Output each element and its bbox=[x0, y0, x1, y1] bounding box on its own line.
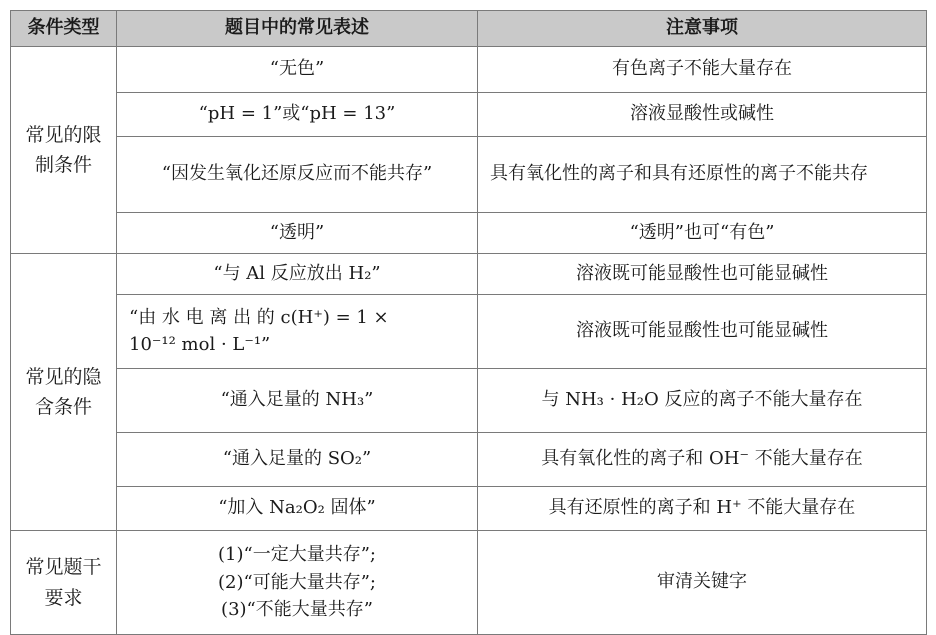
category-label-line: 制条件 bbox=[34, 154, 92, 176]
expression-line: (1)“一定大量共存”; bbox=[218, 543, 376, 565]
table-row bbox=[11, 254, 927, 295]
expression-cell: “因发生氧化还原反应而不能共存” bbox=[117, 137, 478, 213]
expression-cell: “透明” bbox=[117, 213, 478, 254]
expression-cell bbox=[117, 531, 478, 635]
table-row bbox=[11, 295, 927, 369]
category-label-line: 常见的隐 bbox=[25, 365, 102, 388]
expression-cell bbox=[117, 295, 478, 369]
expression-cell: “与 Al 反应放出 H₂” bbox=[117, 254, 478, 295]
table-row bbox=[11, 47, 927, 93]
category-label-line: 常见的限 bbox=[25, 123, 102, 146]
expression-line: “由 水 电 离 出 的 c(H⁺) = 1 × bbox=[129, 307, 389, 329]
category-restrictive-conditions bbox=[11, 47, 117, 254]
note-cell: “透明”也可“有色” bbox=[478, 213, 927, 254]
table-row bbox=[11, 213, 927, 254]
expression-cell: “通入足量的 SO₂” bbox=[117, 433, 478, 487]
category-label-line: 含条件 bbox=[34, 396, 92, 418]
note-cell: 溶液显酸性或碱性 bbox=[478, 93, 927, 137]
category-label-line: 常见题干 bbox=[25, 556, 102, 579]
table-row bbox=[11, 433, 927, 487]
expression-cell: “pH = 1”或“pH = 13” bbox=[117, 93, 478, 137]
table-header-row bbox=[11, 11, 927, 47]
table-row bbox=[11, 93, 927, 137]
table-row bbox=[11, 531, 927, 635]
note-cell: 与 NH₃ · H₂O 反应的离子不能大量存在 bbox=[478, 369, 927, 433]
note-cell: 溶液既可能显酸性也可能显碱性 bbox=[478, 295, 927, 369]
header-notes: 注意事项 bbox=[478, 11, 927, 47]
expression-cell: “无色” bbox=[117, 47, 478, 93]
table-row bbox=[11, 369, 927, 433]
table-row bbox=[11, 487, 927, 531]
table-row bbox=[11, 137, 927, 213]
header-condition-type: 条件类型 bbox=[11, 11, 117, 47]
expression-line: (2)“可能大量共存”; bbox=[218, 571, 376, 593]
expression-line: (3)“不能大量共存” bbox=[221, 599, 373, 621]
note-cell: 具有还原性的离子和 H⁺ 不能大量存在 bbox=[478, 487, 927, 531]
category-implicit-conditions bbox=[11, 254, 117, 531]
ion-coexistence-table-container bbox=[10, 10, 926, 621]
note-cell: 有色离子不能大量存在 bbox=[478, 47, 927, 93]
expression-cell: “通入足量的 NH₃” bbox=[117, 369, 478, 433]
expression-line: 10⁻¹² mol · L⁻¹” bbox=[129, 333, 271, 355]
category-question-requirements bbox=[11, 531, 117, 635]
header-common-expression: 题目中的常见表述 bbox=[117, 11, 478, 47]
category-label-line: 要求 bbox=[44, 586, 83, 609]
note-cell: 具有氧化性的离子和具有还原性的离子不能共存 bbox=[478, 137, 927, 213]
note-cell: 具有氧化性的离子和 OH⁻ 不能大量存在 bbox=[478, 433, 927, 487]
note-cell: 溶液既可能显酸性也可能显碱性 bbox=[478, 254, 927, 295]
note-cell: 审清关键字 bbox=[478, 531, 927, 635]
expression-cell: “加入 Na₂O₂ 固体” bbox=[117, 487, 478, 531]
ion-coexistence-table bbox=[10, 10, 927, 635]
